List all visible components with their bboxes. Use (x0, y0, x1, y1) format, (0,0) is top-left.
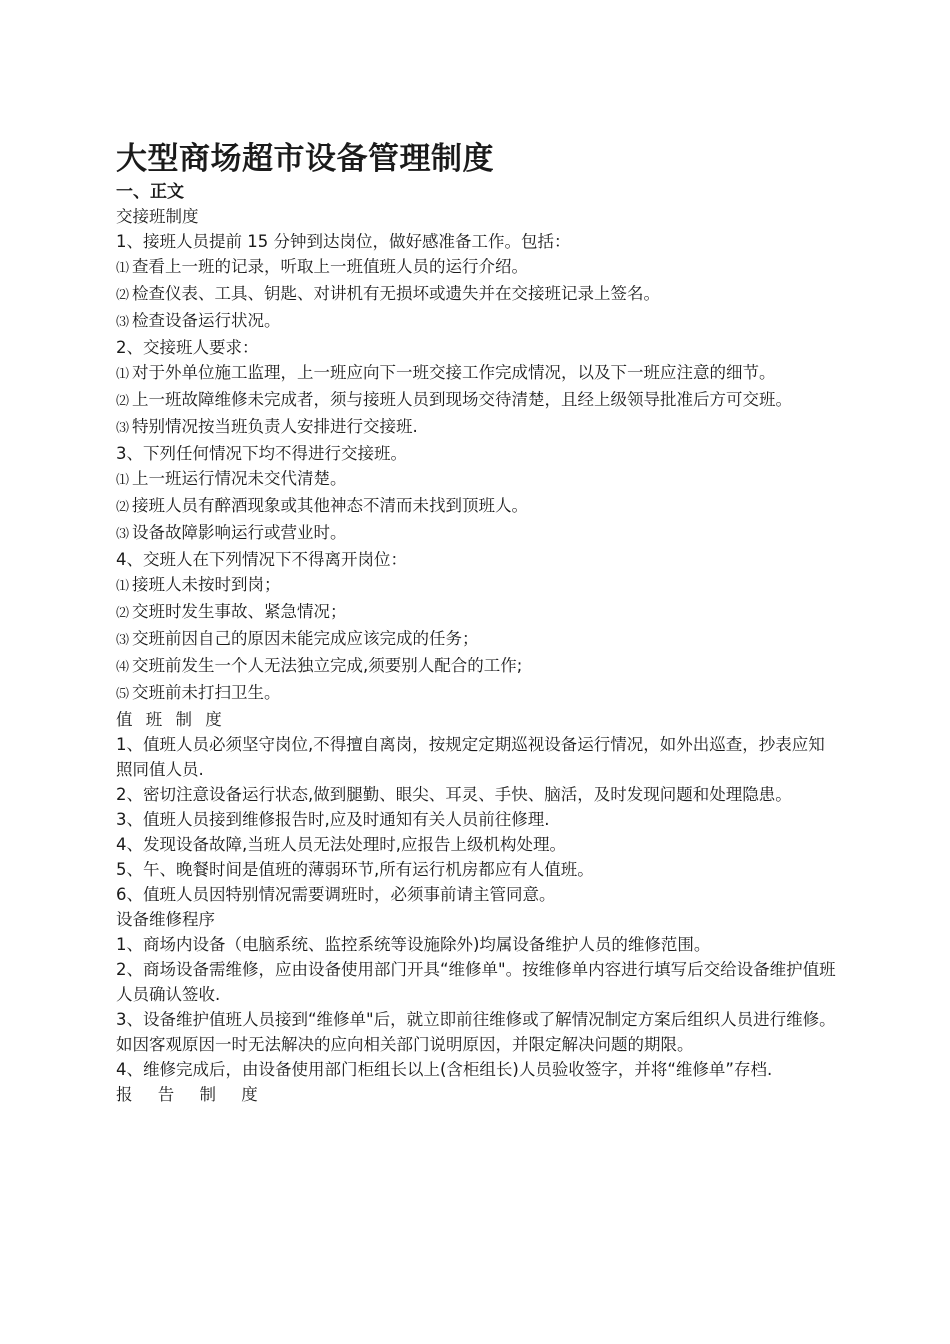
paragraph-line (116, 572, 836, 599)
line-text: 上一班运行情况未交代清楚。 (132, 469, 347, 488)
line-text: 4、交班人在下列情况下不得离开岗位： (116, 550, 407, 569)
paragraph-line (116, 626, 836, 653)
line-text: 检查设备运行状况。 (132, 311, 281, 330)
list-marker: ⑴ (116, 367, 130, 382)
line-text: 4、维修完成后，由设备使用部门柜组长以上(含柜组长)人员验收签字，并将“维修单”存档. (116, 1060, 773, 1079)
paragraph-line (116, 335, 836, 360)
line-text: 特别情况按当班负责人安排进行交接班. (132, 417, 418, 436)
line-text: 5、午、晚餐时间是值班的薄弱环节,所有运行机房都应有人值班。 (116, 860, 594, 879)
list-marker: ⑷ (116, 660, 130, 675)
section-heading: 设备维修程序 (116, 910, 215, 929)
line-text: 交班前未打扫卫生。 (132, 683, 281, 702)
line-text: 对于外单位施工监理，上一班应向下一班交接工作完成情况，以及下一班应注意的细节。 (132, 363, 776, 382)
line-text: 3、值班人员接到维修报告时,应及时通知有关人员前往修理. (116, 810, 550, 829)
paragraph-line (116, 441, 836, 466)
paragraph-line (116, 732, 836, 782)
document-page (116, 138, 836, 1107)
line-text: 接班人未按时到岗； (132, 575, 281, 594)
list-marker: ⑵ (116, 288, 130, 303)
list-marker: ⑵ (116, 394, 130, 409)
line-text: 交班前发生一个人无法独立完成,须要别人配合的工作; (132, 656, 523, 675)
paragraph-line (116, 857, 836, 882)
paragraph-line (116, 493, 836, 520)
list-marker: ⑴ (116, 579, 130, 594)
paragraph-line (116, 807, 836, 832)
list-marker: ⑴ (116, 261, 130, 276)
line-text: 交班时发生事故、紧急情况； (132, 602, 347, 621)
paragraph-line (116, 520, 836, 547)
paragraph-line (116, 653, 836, 680)
line-text: 1、值班人员必须坚守岗位,不得擅自离岗，按规定定期巡视设备运行情况，如外出巡查，抄表应知照同值人员. (116, 735, 825, 779)
paragraph-line (116, 308, 836, 335)
paragraph-line (116, 466, 836, 493)
paragraph-line (116, 932, 836, 957)
line-text: 6、值班人员因特别情况需要调班时，必须事前请主管同意。 (116, 885, 556, 904)
list-marker: ⑵ (116, 500, 130, 515)
line-text: 交班前因自己的原因未能完成应该完成的任务； (132, 629, 479, 648)
line-text: 2、密切注意设备运行状态,做到腿勤、眼尖、耳灵、手快、脑活，及时发现问题和处理隐患。 (116, 785, 792, 804)
line-text: 2、交接班人要求： (116, 338, 259, 357)
paragraph-line (116, 254, 836, 281)
paragraph-line (116, 599, 836, 626)
line-text: 上一班故障维修未完成者，须与接班人员到现场交待清楚，且经上级领导批准后方可交班。 (132, 390, 793, 409)
part-heading: 一、正文 (116, 182, 184, 202)
list-marker: ⑶ (116, 421, 130, 436)
paragraph-line (116, 387, 836, 414)
section-heading-report: 报 告 制 度 (116, 1085, 268, 1104)
paragraph-line (116, 547, 836, 572)
paragraph-line (116, 782, 836, 807)
line-text: 3、下列任何情况下均不得进行交接班。 (116, 444, 407, 463)
paragraph-line (116, 957, 836, 1007)
paragraph-line (116, 680, 836, 707)
list-marker: ⑵ (116, 606, 130, 621)
paragraph-line (116, 360, 836, 387)
section-heading: 交接班制度 (116, 207, 199, 226)
paragraph-line (116, 1007, 836, 1057)
line-text: 1、商场内设备（电脑系统、监控系统等设施除外)均属设备维护人员的维修范围。 (116, 935, 711, 954)
list-marker: ⑶ (116, 633, 130, 648)
line-text: 设备故障影响运行或营业时。 (132, 523, 347, 542)
paragraph-line (116, 414, 836, 441)
list-marker: ⑴ (116, 473, 130, 488)
line-text: 查看上一班的记录，听取上一班值班人员的运行介绍。 (132, 257, 529, 276)
list-marker: ⑶ (116, 315, 130, 330)
document-body (116, 204, 836, 1082)
list-marker: ⑸ (116, 687, 130, 702)
paragraph-line (116, 1057, 836, 1082)
paragraph-line (116, 229, 836, 254)
line-text: 检查仪表、工具、钥匙、对讲机有无损坏或遗失并在交接班记录上签名。 (132, 284, 661, 303)
paragraph-line (116, 281, 836, 308)
line-text: 1、接班人员提前 15 分钟到达岗位，做好感准备工作。包括： (116, 232, 571, 251)
line-text: 接班人员有醉酒现象或其他神态不清而未找到顶班人。 (132, 496, 529, 515)
document-title: 大型商场超市设备管理制度 (116, 141, 494, 177)
paragraph-line (116, 882, 836, 907)
line-text: 3、设备维护值班人员接到“维修单"后，就立即前往维修或了解情况制定方案后组织人员进行维修。如因客观原因一时无法解决的应向相关部门说明原因，并限定解决问题的期限。 (116, 1010, 836, 1054)
list-marker: ⑶ (116, 527, 130, 542)
paragraph-line (116, 832, 836, 857)
line-text: 2、商场设备需维修，应由设备使用部门开具“维修单"。按维修单内容进行填写后交给设备维护值班人员确认签收. (116, 960, 836, 1004)
section-heading: 值 班 制 度 (116, 710, 226, 729)
line-text: 4、发现设备故障,当班人员无法处理时,应报告上级机构处理。 (116, 835, 566, 854)
